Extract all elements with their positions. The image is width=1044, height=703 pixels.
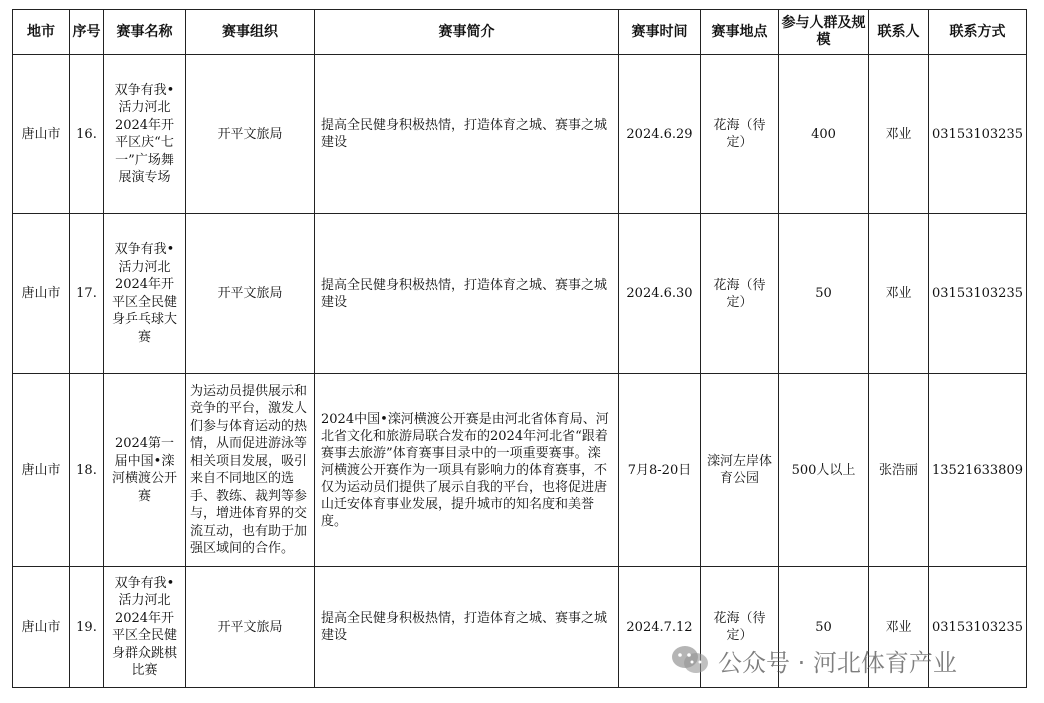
- watermark-text: 公众号 · 河北体育产业: [718, 648, 957, 677]
- header-scale: 参与人群及规模: [779, 10, 869, 55]
- cell-time: 7月8-20日: [619, 374, 701, 567]
- cell-phone: 03153103235: [929, 214, 1027, 374]
- header-row: [13, 10, 1027, 55]
- cell-no: 18.: [70, 374, 104, 567]
- cell-contact: 邓业: [869, 55, 929, 214]
- header-desc: 赛事简介: [315, 10, 619, 55]
- header-org: 赛事组织: [186, 10, 315, 55]
- cell-org: 为运动员提供展示和竞争的平台，激发人们参与体育运动的热情，从而促进游泳等相关项目发展，吸引来自不同地区的选手、教练、裁判等参与，增进体育界的交流互动，也有助于加强区域间的合作。: [186, 374, 315, 567]
- cell-place: 滦河左岸体育公园: [701, 374, 779, 567]
- cell-scale: 50: [779, 214, 869, 374]
- cell-city: 唐山市: [13, 55, 70, 214]
- cell-place: 花海（待定）: [701, 567, 779, 688]
- header-contact: 联系人: [869, 10, 929, 55]
- watermark: [670, 640, 957, 680]
- cell-scale: 400: [779, 55, 869, 214]
- cell-org: 开平文旅局: [186, 214, 315, 374]
- cell-city: 唐山市: [13, 374, 70, 567]
- cell-phone: 03153103235: [929, 55, 1027, 214]
- wechat-icon: [670, 644, 710, 676]
- cell-desc: 2024中国•滦河横渡公开赛是由河北省体育局、河北省文化和旅游局联合发布的2024年河北省“跟着赛事去旅游”体育赛事目录中的一项重要赛事。滦河横渡公开赛作为一项具有影响力的体育赛事，不仅为运动员们提供了展示自我的平台，也将促进唐山迁安体育事业发展，提升城市的知名度和美誉度。: [315, 374, 619, 567]
- header-name: 赛事名称: [104, 10, 186, 55]
- header-time: 赛事时间: [619, 10, 701, 55]
- cell-time: 2024.7.12: [619, 567, 701, 688]
- table-row: [13, 55, 1027, 214]
- cell-name: 2024第一届中国•滦河横渡公开赛: [104, 374, 186, 567]
- cell-desc: 提高全民健身积极热情，打造体育之城、赛事之城建设: [315, 567, 619, 688]
- cell-name: 双争有我•活力河北2024年开平区全民健身群众跳棋比赛: [104, 567, 186, 688]
- cell-phone: 13521633809: [929, 374, 1027, 567]
- cell-scale: 500人以上: [779, 374, 869, 567]
- header-phone: 联系方式: [929, 10, 1027, 55]
- cell-no: 19.: [70, 567, 104, 688]
- table-row: [13, 214, 1027, 374]
- cell-place: 花海（待定）: [701, 55, 779, 214]
- cell-contact: 张浩丽: [869, 374, 929, 567]
- table-row: [13, 374, 1027, 567]
- cell-contact: 邓业: [869, 567, 929, 688]
- header-no: 序号: [70, 10, 104, 55]
- cell-time: 2024.6.30: [619, 214, 701, 374]
- cell-city: 唐山市: [13, 567, 70, 688]
- cell-place: 花海（待定）: [701, 214, 779, 374]
- cell-org: 开平文旅局: [186, 55, 315, 214]
- cell-name: 双争有我•活力河北2024年开平区全民健身乒乓球大赛: [104, 214, 186, 374]
- cell-scale: 50: [779, 567, 869, 688]
- events-table: [12, 9, 1027, 688]
- header-place: 赛事地点: [701, 10, 779, 55]
- cell-name: 双争有我•活力河北2024年开平区庆“七一”广场舞展演专场: [104, 55, 186, 214]
- cell-no: 17.: [70, 214, 104, 374]
- cell-time: 2024.6.29: [619, 55, 701, 214]
- cell-no: 16.: [70, 55, 104, 214]
- cell-org: 开平文旅局: [186, 567, 315, 688]
- cell-phone: 03153103235: [929, 567, 1027, 688]
- cell-city: 唐山市: [13, 214, 70, 374]
- header-city: 地市: [13, 10, 70, 55]
- cell-desc: 提高全民健身积极热情，打造体育之城、赛事之城建设: [315, 214, 619, 374]
- cell-contact: 邓业: [869, 214, 929, 374]
- cell-desc: 提高全民健身积极热情，打造体育之城、赛事之城建设: [315, 55, 619, 214]
